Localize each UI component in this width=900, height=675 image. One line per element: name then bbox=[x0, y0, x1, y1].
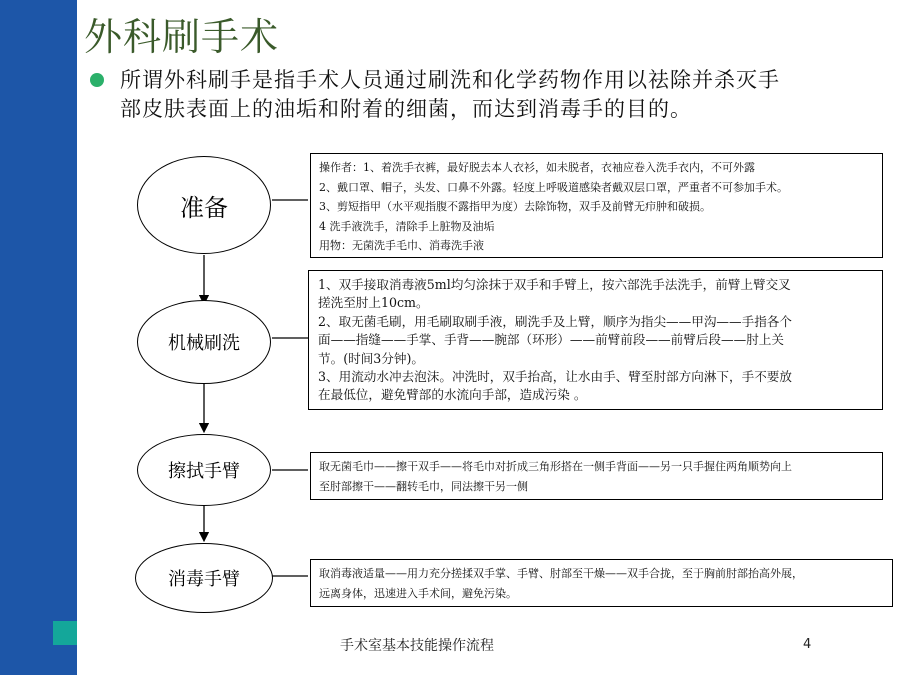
detail-line: 用物：无菌洗手毛巾、消毒洗手液 bbox=[319, 239, 484, 252]
detail-line: 取无菌毛巾——擦干双手——将毛巾对折成三角形搭在一侧手背面——另一只手握住两角顺势向上 bbox=[319, 460, 792, 473]
step-scrub-label: 机械刷洗 bbox=[168, 333, 240, 354]
step-disinfect-node bbox=[135, 543, 273, 613]
detail-line: 节。(时间3分钟)。 bbox=[318, 350, 424, 366]
detail-line: 在最低位，避免臂部的水流向手部，造成污染 。 bbox=[318, 387, 587, 403]
page-number: 4 bbox=[803, 637, 812, 652]
detail-line: 2、取无菌毛刷，用毛刷取刷手液，刷洗手及上臂，顺序为指尖——甲沟——手指各个 bbox=[318, 313, 792, 329]
step-disinfect-detail bbox=[310, 559, 893, 607]
step-disinfect-label: 消毒手臂 bbox=[168, 569, 240, 590]
detail-line: 至肘部擦干——翻转毛巾，同法擦干另一侧 bbox=[319, 480, 528, 493]
detail-line: 1、双手接取消毒液5ml均匀涂抹于双手和手臂上，按六部洗手法洗手，前臂上臂交叉 bbox=[318, 277, 791, 292]
step-scrub-detail bbox=[308, 270, 883, 410]
step-dry-node bbox=[137, 434, 271, 506]
intro-line: 所谓外科刷手是指手术人员通过刷洗和化学药物作用以祛除并杀灭手 bbox=[120, 68, 780, 92]
step-prep-detail bbox=[310, 153, 883, 258]
detail-line: 3、用流动水冲去泡沫。冲洗时，双手抬高，让水由手、臂至肘部方向淋下，手不要放 bbox=[318, 369, 792, 385]
detail-line: 4 洗手液洗手，清除手上脏物及油垢 bbox=[319, 219, 495, 233]
step-prep-node bbox=[137, 156, 271, 254]
detail-line: 面——指缝——手掌、手背——腕部（环形）——前臂前段——前臂后段——肘上关 bbox=[318, 332, 784, 348]
intro-line: 部皮肤表面上的油垢和附着的细菌，而达到消毒手的目的。 bbox=[120, 97, 692, 121]
slide-title: 外科刷手术 bbox=[84, 15, 280, 59]
step-dry-detail bbox=[310, 452, 883, 500]
detail-line: 操作者：1、着洗手衣裤，最好脱去本人衣衫，如未脱者，衣袖应卷入洗手衣内，不可外露 bbox=[319, 161, 755, 174]
detail-line: 3、剪短指甲（水平观指腹不露指甲为度）去除饰物，双手及前臂无疖肿和破损。 bbox=[319, 200, 711, 213]
detail-line: 远离身体，迅速进入手术间，避免污染。 bbox=[319, 587, 517, 600]
detail-line: 2、戴口罩、帽子，头发、口鼻不外露。轻度上呼吸道感染者戴双层口罩，严重者不可参加手术。 bbox=[319, 180, 788, 194]
step-scrub-node bbox=[137, 300, 271, 384]
step-prep-label: 准备 bbox=[180, 193, 228, 222]
detail-line: 搓洗至肘上10cm。 bbox=[318, 295, 429, 311]
footer-title: 手术室基本技能操作流程 bbox=[340, 638, 494, 654]
step-dry-label: 擦拭手臂 bbox=[168, 461, 240, 482]
detail-line: 取消毒液适量——用力充分搓揉双手掌、手臂、肘部至干燥——双手合拢，至于胸前肘部抬高外展， bbox=[319, 567, 803, 580]
